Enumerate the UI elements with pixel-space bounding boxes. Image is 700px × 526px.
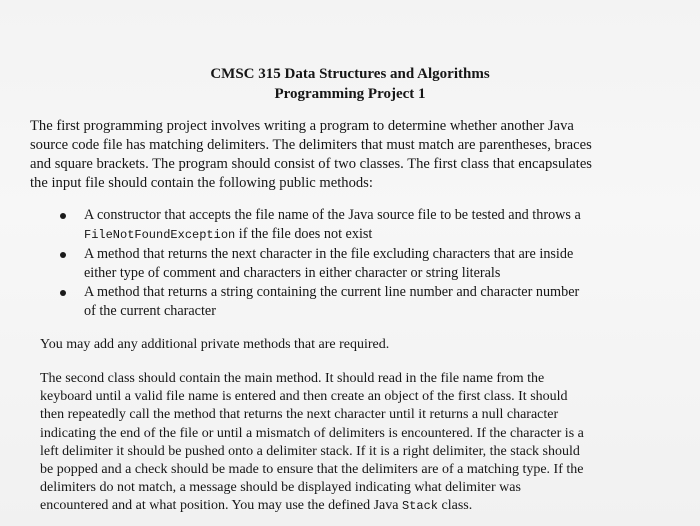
intro-line: The first programming project involves writing a program to determine whether another Java <box>30 118 574 134</box>
paragraph-line: The second class should contain the main method. It should read in the file name from the <box>40 371 545 386</box>
paragraph-line: left delimiter it should be pushed onto a delimiter stack. If it is a right delimiter, the stack should <box>40 443 580 459</box>
course-title: CMSC 315 Data Structures and Algorithms <box>210 66 490 82</box>
second-class-paragraph <box>40 370 680 516</box>
paragraph-line: then repeatedly call the method that returns the next character until it returns a null character <box>40 407 559 423</box>
bullet-line: A method that returns a string containing the current line number and character number <box>84 284 580 300</box>
paragraph-line: be popped and a check should be made to ensure that the delimiters are of a matching type. If the <box>40 462 584 478</box>
list-item-constructor <box>60 206 680 244</box>
public-methods-list <box>60 206 680 321</box>
title-block <box>0 64 700 104</box>
intro-paragraph <box>30 117 670 193</box>
paragraph-line <box>40 497 680 515</box>
list-item-position-string <box>60 283 680 320</box>
bullet-icon <box>60 213 66 219</box>
paragraph-line: keyboard until a valid file name is entered and then create an object of the first class. It should <box>40 389 568 405</box>
list-item-next-character <box>60 245 680 282</box>
stack-code: Stack <box>401 499 438 514</box>
project-subtitle: Programming Project 1 <box>274 86 426 102</box>
bullet-icon <box>60 290 66 296</box>
intro-line: source code file has matching delimiters. The delimiters that must match are parentheses, braces <box>30 137 592 153</box>
paragraph-line: indicating the end of the file or until a mismatch of delimiters is encountered. If the character is a <box>40 425 584 441</box>
last-line-start: encountered and at what position. You may use the defined Java <box>40 498 402 514</box>
intro-line: and square brackets. The program should consist of two classes. The first class that encapsulates <box>30 156 592 172</box>
exception-code: FileNotFoundException <box>84 227 236 242</box>
bullet-line: A method that returns the next character in the file excluding characters that are inside <box>84 246 574 262</box>
bullet-icon <box>60 252 66 258</box>
paragraph-line: delimiters do not match, a message should be displayed indicating what delimiter was <box>40 480 521 496</box>
bullet-line-rest: if the file does not exist <box>235 225 373 242</box>
paragraph-line: You may add any additional private methods that are required. <box>40 337 390 352</box>
intro-line: the input file should contain the following public methods: <box>30 175 373 191</box>
bullet-line: either type of comment and characters in either character or string literals <box>84 264 501 281</box>
bullet-line: A constructor that accepts the file name of the Java source file to be tested and throws a <box>84 207 581 223</box>
last-line-end: class. <box>438 498 473 514</box>
bullet-line <box>84 225 680 245</box>
private-methods-paragraph <box>40 336 680 354</box>
bullet-line: of the current character <box>84 302 216 319</box>
